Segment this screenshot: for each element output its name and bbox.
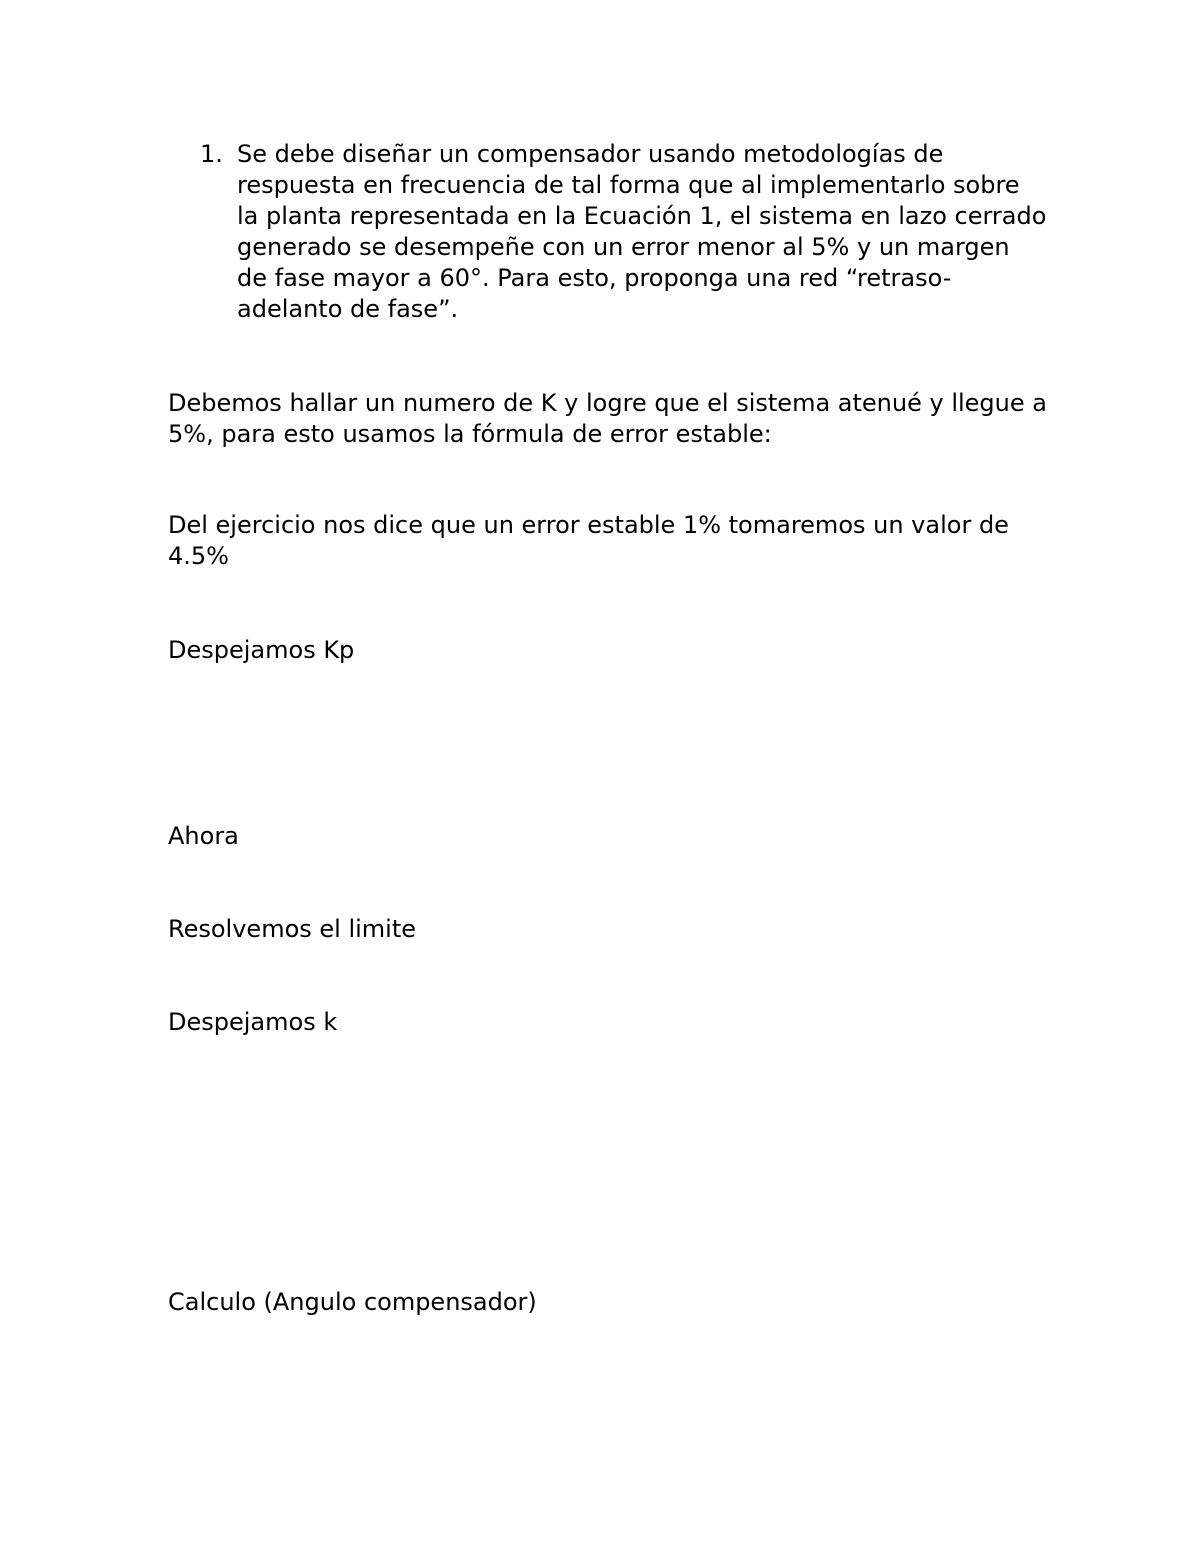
- text-line: la planta representada en la Ecuación 1, el sistema en lazo cerrado: [237, 202, 1047, 230]
- text-line: Se debe diseñar un compensador usando metodologías de: [237, 140, 944, 168]
- paragraph-calculo-angulo: [168, 1287, 1068, 1318]
- list-item-text: [237, 139, 1047, 325]
- paragraph-despejamos-kp: [168, 635, 1068, 666]
- paragraph-resolvemos-limite: [168, 914, 1068, 945]
- text-line: 4.5%: [168, 542, 229, 570]
- text-line: Resolvemos el limite: [168, 915, 417, 943]
- text-line: Despejamos Kp: [168, 636, 355, 664]
- text-line: generado se desempeñe con un error menor al 5% y un margen: [237, 233, 1010, 261]
- text-line: Despejamos k: [168, 1008, 338, 1036]
- text-line: Del ejercicio nos dice que un error estable 1% tomaremos un valor de: [168, 511, 1009, 539]
- paragraph-error-value: [168, 510, 1068, 572]
- text-line: adelanto de fase”.: [237, 295, 459, 323]
- text-line: Ahora: [168, 822, 239, 850]
- paragraph-ahora: [168, 821, 1068, 852]
- text-line: respuesta en frecuencia de tal forma que al implementarlo sobre: [237, 171, 1020, 199]
- text-line: de fase mayor a 60°. Para esto, proponga una red “retraso-: [237, 264, 952, 292]
- list-number: 1.: [200, 140, 223, 168]
- paragraph-error-formula: [168, 388, 1068, 450]
- text-line: Calculo (Angulo compensador): [168, 1288, 537, 1316]
- text-line: Debemos hallar un numero de K y logre que el sistema atenué y llegue a: [168, 389, 1047, 417]
- paragraph-despejamos-k: [168, 1007, 1068, 1038]
- text-line: 5%, para esto usamos la fórmula de error estable:: [168, 420, 772, 448]
